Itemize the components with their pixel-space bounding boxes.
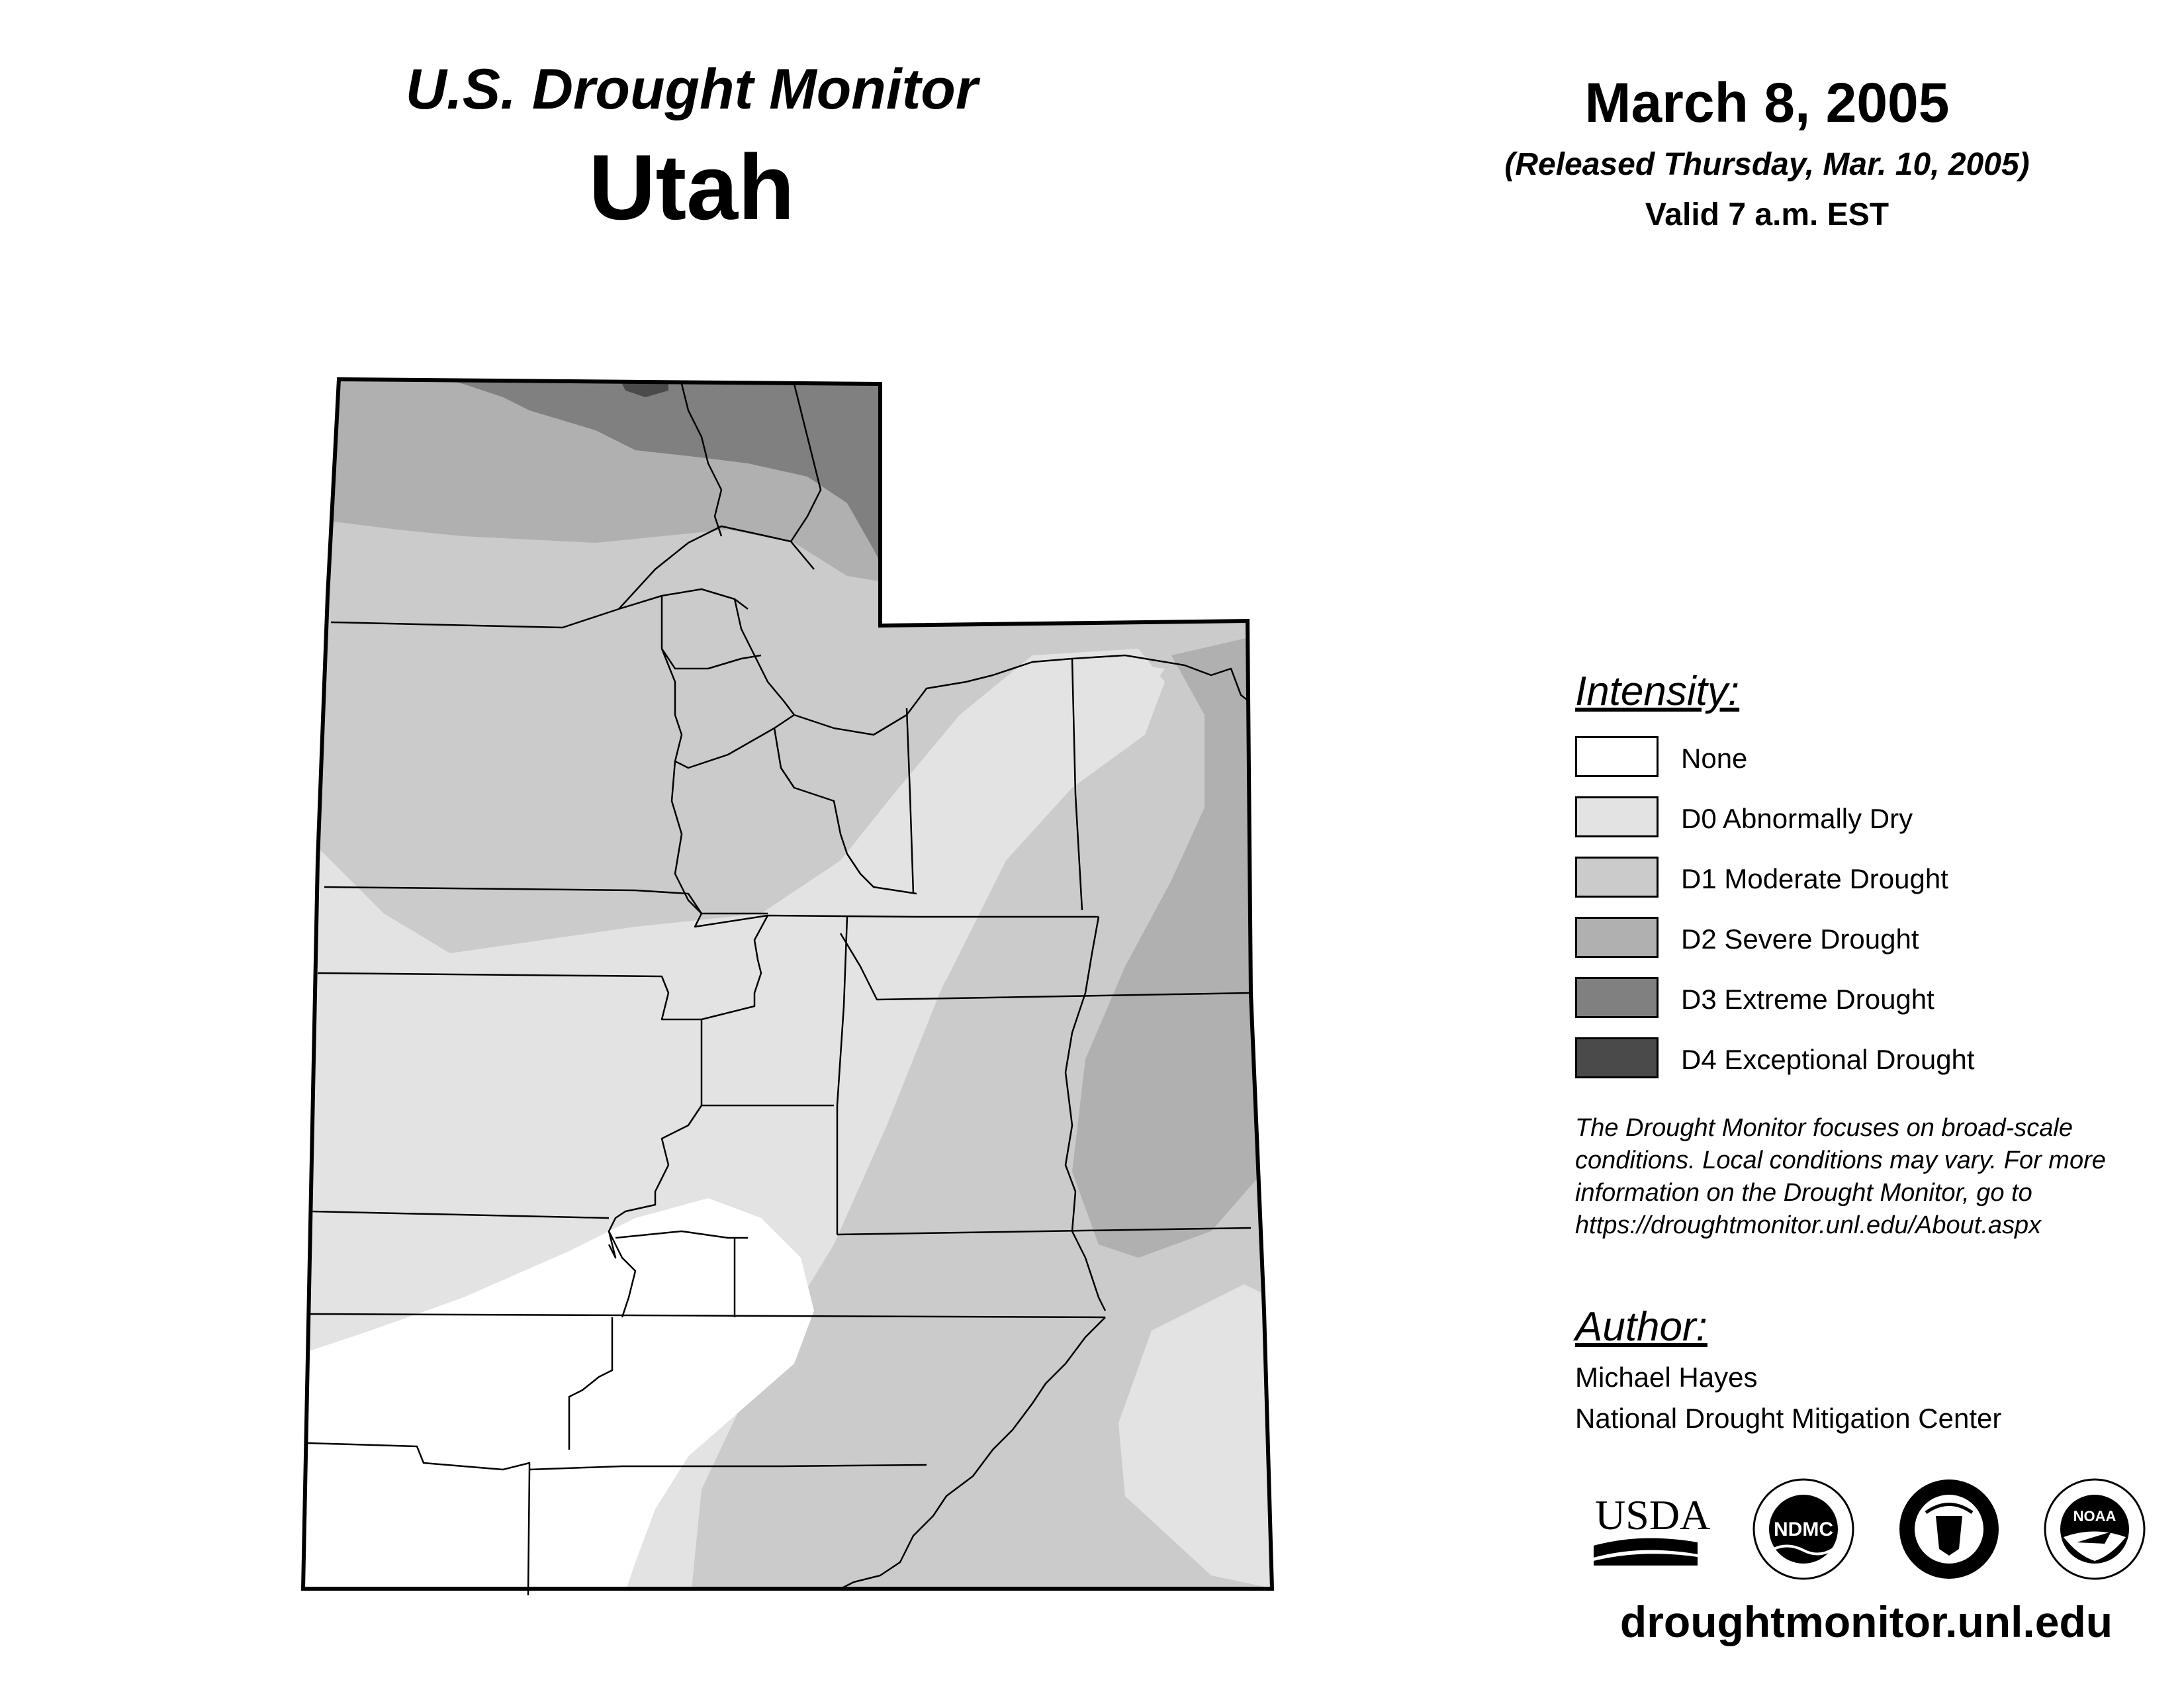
agency-logos [1582,1476,2164,1582]
site-url: droughtmonitor.unl.edu [1619,1597,2113,1646]
legend-label: D2 Severe Drought [1681,923,1919,955]
disclaimer-note: The Drought Monitor focuses on broad-scale conditions. Local conditions may vary. For more information on the Drought Monitor, go to https://droughtmonitor.unl.edu/About.aspx [1575,1114,2106,1239]
ndmc-logo-text: NDMC [1774,1519,1833,1540]
state-title: Utah [588,135,795,239]
legend [1575,662,2158,1083]
valid-time: Valid 7 a.m. EST [1645,197,1889,232]
legend-swatch [1575,917,1659,958]
legend-swatch [1575,796,1659,837]
author-name: Michael Hayes [1575,1362,1758,1393]
ndmc-logo [1754,1479,1853,1579]
legend-label: D3 Extreme Drought [1681,984,1934,1015]
usda-logo [1594,1491,1710,1566]
author-heading: Author: [1575,1304,1707,1350]
legend-swatch [1575,857,1659,898]
legend-label: None [1681,743,1748,774]
legend-item-none [1575,722,2158,782]
legend-swatch [1575,977,1659,1018]
legend-item-d3 [1575,962,2158,1023]
legend-items [1575,722,2158,1083]
commerce-seal [1899,1479,1999,1579]
legend-item-d0 [1575,782,2158,842]
map-date: March 8, 2005 [1584,71,1950,134]
usda-logo-text: USDA [1595,1491,1711,1538]
legend-label: D4 Exceptional Drought [1681,1044,1975,1075]
noaa-logo-text: NOAA [2073,1508,2116,1524]
legend-label: D1 Moderate Drought [1681,863,1948,894]
legend-item-d4 [1575,1023,2158,1083]
legend-heading: Intensity: [1575,669,1740,714]
legend-swatch [1575,736,1659,777]
drought-zones [265,331,1324,1622]
release-date: (Released Thursday, Mar. 10, 2005) [1504,147,2030,182]
legend-swatch [1575,1037,1659,1078]
map-subtitle: U.S. Drought Monitor [405,58,978,121]
legend-label: D0 Abnormally Dry [1681,803,1913,834]
noaa-logo [2045,1479,2144,1579]
author-block [1575,1297,2158,1439]
author-organization: National Drought Mitigation Center [1575,1403,2002,1434]
legend-item-d1 [1575,842,2158,902]
legend-item-d2 [1575,902,2158,962]
